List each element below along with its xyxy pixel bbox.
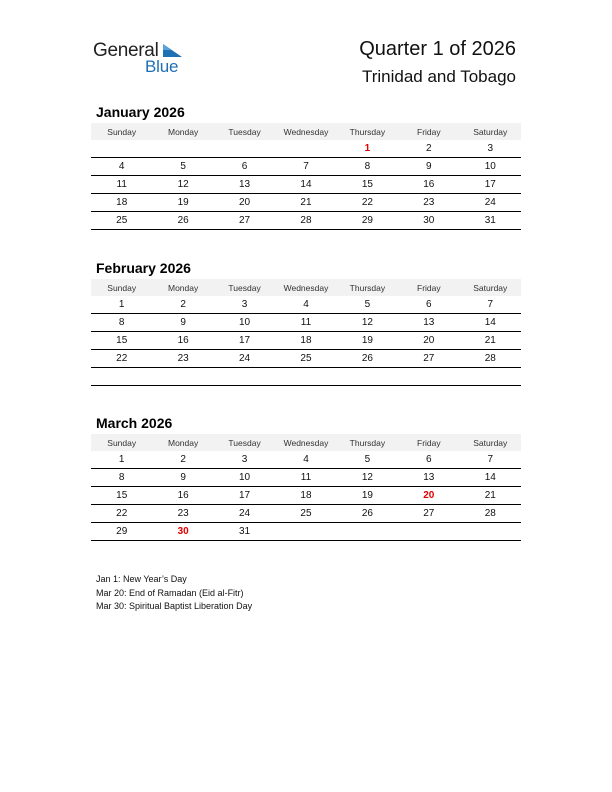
day-cell: 24 (214, 505, 275, 523)
week-row (91, 314, 521, 332)
day-cell: 24 (214, 350, 275, 368)
day-cell: 14 (460, 314, 521, 332)
day-cell: 3 (460, 140, 521, 158)
weekday-header: Saturday (460, 434, 521, 451)
weekday-header: Monday (152, 279, 213, 296)
weekday-header: Wednesday (275, 434, 336, 451)
day-cell (337, 523, 398, 541)
calendar-grid (91, 279, 521, 386)
day-cell (398, 523, 459, 541)
day-cell (460, 523, 521, 541)
day-cell: 13 (398, 469, 459, 487)
day-cell (214, 368, 275, 386)
day-cell: 5 (337, 451, 398, 469)
day-cell: 15 (91, 487, 152, 505)
day-cell: 5 (337, 296, 398, 314)
day-cell: 27 (214, 212, 275, 230)
weekday-header: Sunday (91, 123, 152, 140)
day-cell (275, 368, 336, 386)
day-cell: 22 (91, 505, 152, 523)
day-cell: 19 (152, 194, 213, 212)
weekday-header: Saturday (460, 279, 521, 296)
day-cell: 14 (275, 176, 336, 194)
weekday-header: Thursday (337, 123, 398, 140)
day-cell: 21 (460, 487, 521, 505)
day-cell: 6 (398, 451, 459, 469)
day-cell: 3 (214, 296, 275, 314)
day-cell: 12 (337, 469, 398, 487)
week-row (91, 140, 521, 158)
day-cell: 12 (152, 176, 213, 194)
day-cell: 29 (91, 523, 152, 541)
weekday-header-row (91, 123, 521, 140)
day-cell: 10 (214, 314, 275, 332)
week-row (91, 194, 521, 212)
day-cell: 12 (337, 314, 398, 332)
day-cell: 25 (275, 505, 336, 523)
week-row (91, 523, 521, 541)
day-cell: 8 (91, 314, 152, 332)
page-title: Quarter 1 of 2026 (359, 38, 516, 60)
week-row (91, 451, 521, 469)
holiday-note: Jan 1: New Year’s Day (96, 574, 187, 584)
holiday-day-cell: 1 (337, 140, 398, 158)
day-cell (275, 523, 336, 541)
day-cell: 13 (398, 314, 459, 332)
day-cell: 4 (275, 451, 336, 469)
week-row (91, 212, 521, 230)
day-cell: 2 (398, 140, 459, 158)
day-cell: 15 (91, 332, 152, 350)
day-cell: 28 (275, 212, 336, 230)
day-cell: 20 (398, 332, 459, 350)
day-cell: 4 (275, 296, 336, 314)
month-title: March 2026 (96, 415, 173, 431)
day-cell: 13 (214, 176, 275, 194)
logo-text-general: General (93, 40, 159, 61)
day-cell: 10 (214, 469, 275, 487)
week-row (91, 176, 521, 194)
day-cell: 23 (152, 350, 213, 368)
day-cell (152, 368, 213, 386)
weekday-header: Monday (152, 434, 213, 451)
day-cell: 10 (460, 158, 521, 176)
weekday-header: Friday (398, 123, 459, 140)
day-cell: 1 (91, 296, 152, 314)
day-cell: 8 (91, 469, 152, 487)
day-cell: 22 (91, 350, 152, 368)
day-cell: 3 (214, 451, 275, 469)
day-cell (91, 368, 152, 386)
day-cell (398, 368, 459, 386)
holiday-day-cell: 30 (152, 523, 213, 541)
day-cell: 25 (275, 350, 336, 368)
day-cell: 30 (398, 212, 459, 230)
day-cell: 23 (152, 505, 213, 523)
day-cell: 2 (152, 296, 213, 314)
week-row (91, 296, 521, 314)
day-cell: 7 (460, 296, 521, 314)
weekday-header: Friday (398, 279, 459, 296)
weekday-header: Saturday (460, 123, 521, 140)
day-cell (152, 140, 213, 158)
month-title: January 2026 (96, 104, 185, 120)
day-cell: 18 (275, 487, 336, 505)
day-cell (460, 368, 521, 386)
day-cell: 9 (152, 469, 213, 487)
day-cell (275, 140, 336, 158)
week-row (91, 505, 521, 523)
day-cell: 19 (337, 487, 398, 505)
day-cell: 11 (275, 314, 336, 332)
week-row (91, 158, 521, 176)
page-subtitle: Trinidad and Tobago (361, 67, 516, 86)
day-cell: 26 (337, 350, 398, 368)
day-cell: 25 (91, 212, 152, 230)
day-cell: 27 (398, 350, 459, 368)
holiday-day-cell: 20 (398, 487, 459, 505)
day-cell: 18 (91, 194, 152, 212)
day-cell (337, 368, 398, 386)
weekday-header: Tuesday (214, 279, 275, 296)
logo-text-blue: Blue (145, 57, 179, 76)
day-cell: 6 (398, 296, 459, 314)
weekday-header: Thursday (337, 434, 398, 451)
day-cell: 8 (337, 158, 398, 176)
day-cell: 28 (460, 505, 521, 523)
week-row (91, 487, 521, 505)
day-cell: 5 (152, 158, 213, 176)
weekday-header-row (91, 434, 521, 451)
calendar-grid (91, 434, 521, 541)
weekday-header: Sunday (91, 434, 152, 451)
weekday-header: Tuesday (214, 123, 275, 140)
week-row (91, 350, 521, 368)
month-march (91, 415, 521, 541)
day-cell: 11 (275, 469, 336, 487)
month-title: February 2026 (96, 260, 191, 276)
weekday-header: Friday (398, 434, 459, 451)
day-cell: 17 (460, 176, 521, 194)
weekday-header-row (91, 279, 521, 296)
day-cell: 4 (91, 158, 152, 176)
day-cell: 17 (214, 487, 275, 505)
day-cell: 18 (275, 332, 336, 350)
day-cell: 17 (214, 332, 275, 350)
day-cell: 21 (275, 194, 336, 212)
day-cell (91, 140, 152, 158)
weekday-header: Sunday (91, 279, 152, 296)
day-cell: 7 (460, 451, 521, 469)
weekday-header: Wednesday (275, 123, 336, 140)
month-february (91, 260, 521, 386)
holiday-note: Mar 20: End of Ramadan (Eid al-Fitr) (96, 587, 244, 598)
day-cell: 28 (460, 350, 521, 368)
day-cell: 20 (214, 194, 275, 212)
day-cell: 1 (91, 451, 152, 469)
weekday-header: Thursday (337, 279, 398, 296)
logo (93, 40, 193, 80)
day-cell: 31 (460, 212, 521, 230)
day-cell: 27 (398, 505, 459, 523)
day-cell: 16 (398, 176, 459, 194)
week-row (91, 368, 521, 386)
weekday-header: Tuesday (214, 434, 275, 451)
weekday-header: Monday (152, 123, 213, 140)
holiday-notes (96, 573, 252, 614)
day-cell: 26 (152, 212, 213, 230)
calendar-grid (91, 123, 521, 230)
day-cell: 29 (337, 212, 398, 230)
day-cell: 23 (398, 194, 459, 212)
day-cell: 15 (337, 176, 398, 194)
weekday-header: Wednesday (275, 279, 336, 296)
day-cell: 22 (337, 194, 398, 212)
day-cell: 16 (152, 332, 213, 350)
month-january (91, 104, 521, 230)
day-cell: 2 (152, 451, 213, 469)
day-cell: 24 (460, 194, 521, 212)
day-cell: 31 (214, 523, 275, 541)
holiday-note: Mar 30: Spiritual Baptist Liberation Day (96, 601, 253, 611)
day-cell: 11 (91, 176, 152, 194)
day-cell: 19 (337, 332, 398, 350)
day-cell: 7 (275, 158, 336, 176)
day-cell (214, 140, 275, 158)
day-cell: 14 (460, 469, 521, 487)
day-cell: 16 (152, 487, 213, 505)
week-row (91, 332, 521, 350)
day-cell: 6 (214, 158, 275, 176)
day-cell: 26 (337, 505, 398, 523)
week-row (91, 469, 521, 487)
day-cell: 9 (152, 314, 213, 332)
day-cell: 9 (398, 158, 459, 176)
day-cell: 21 (460, 332, 521, 350)
